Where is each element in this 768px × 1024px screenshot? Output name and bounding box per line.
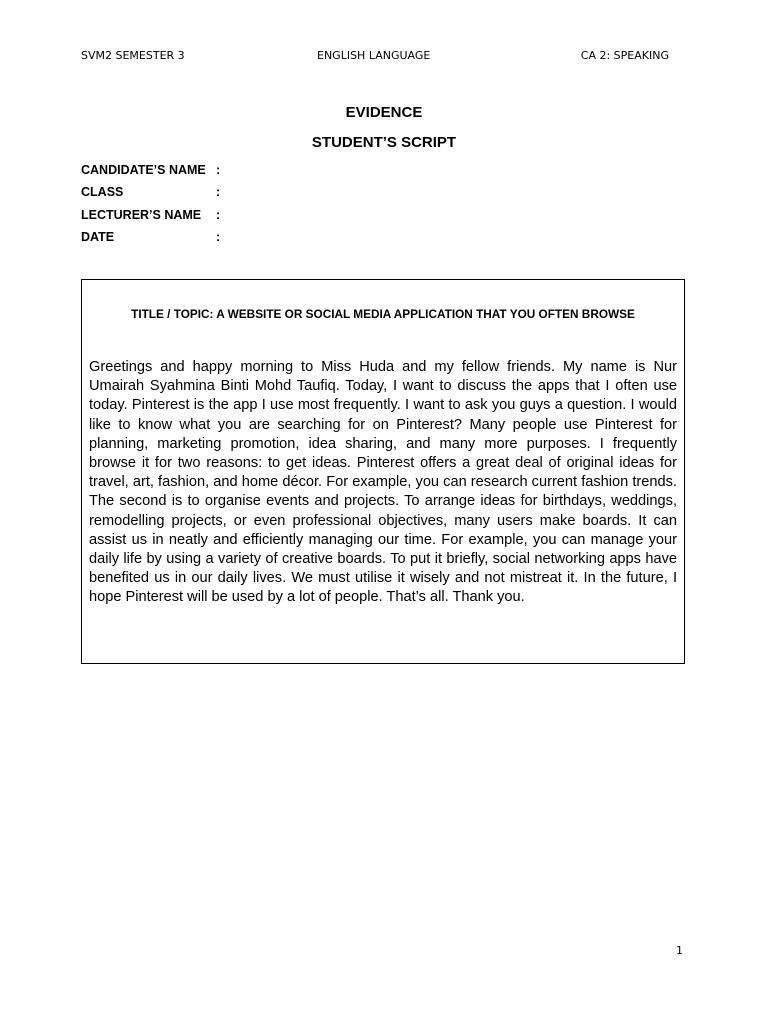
info-row-candidate-name bbox=[81, 162, 381, 184]
header-center-text: ENGLISH LANGUAGE bbox=[317, 49, 431, 62]
info-row-class bbox=[81, 184, 381, 206]
info-label: CLASS bbox=[81, 185, 124, 200]
info-separator: : bbox=[216, 229, 221, 244]
candidate-info-block bbox=[81, 162, 381, 251]
info-label: LECTURER’S NAME bbox=[81, 207, 202, 222]
info-label: CANDIDATE’S NAME bbox=[81, 163, 206, 177]
info-separator: : bbox=[216, 207, 221, 222]
info-row-date bbox=[81, 229, 381, 251]
header-right-text: CA 2: SPEAKING bbox=[580, 49, 669, 62]
page-header bbox=[81, 48, 669, 64]
topic-heading: TITLE / TOPIC: A WEBSITE OR SOCIAL MEDIA APPLICATION THAT YOU OFTEN BROWSE bbox=[131, 307, 635, 321]
info-separator: : bbox=[216, 185, 221, 200]
header-left-text: SVM2 SEMESTER 3 bbox=[81, 49, 185, 62]
script-paragraph: Greetings and happy morning to Miss Huda and my fellow friends. My name is Nur Umairah Syahmina Binti Mohd Taufiq. Today, I want to discuss the apps that I often use today. Pinterest is the app I use most frequently. I want to ask you guys a question. I would like to know what you are searching for on Pinterest? Many people use Pinterest for planning, marketing promotion, idea sharing, and many more purposes. I frequently browse it for two reasons: to get ideas. Pinterest offers a great deal of original ideas for travel, art, fashion, and home décor. For example, you can research current fashion trends. The second is to organise events and projects. To arrange ideas for birthdays, weddings, remodelling projects, or even professional objectives, many users make boards. It can assist us in neatly and efficiently managing our time. For example, you can manage your daily life by using a variety of creative boards. To put it briefly, social networking apps have benefited us in our daily lives. We must utilise it wisely and not mistreat it. In the future, I hope Pinterest will be used by a lot of people. That’s all. Thank you. bbox=[89, 359, 677, 606]
info-row-lecturer-name bbox=[81, 207, 381, 229]
students-script-title: STUDENT’S SCRIPT bbox=[311, 134, 457, 151]
script-box bbox=[81, 279, 685, 664]
info-label: DATE bbox=[81, 229, 115, 244]
info-separator: : bbox=[216, 163, 221, 177]
evidence-title: EVIDENCE bbox=[345, 104, 423, 121]
page-number: 1 bbox=[676, 944, 683, 957]
